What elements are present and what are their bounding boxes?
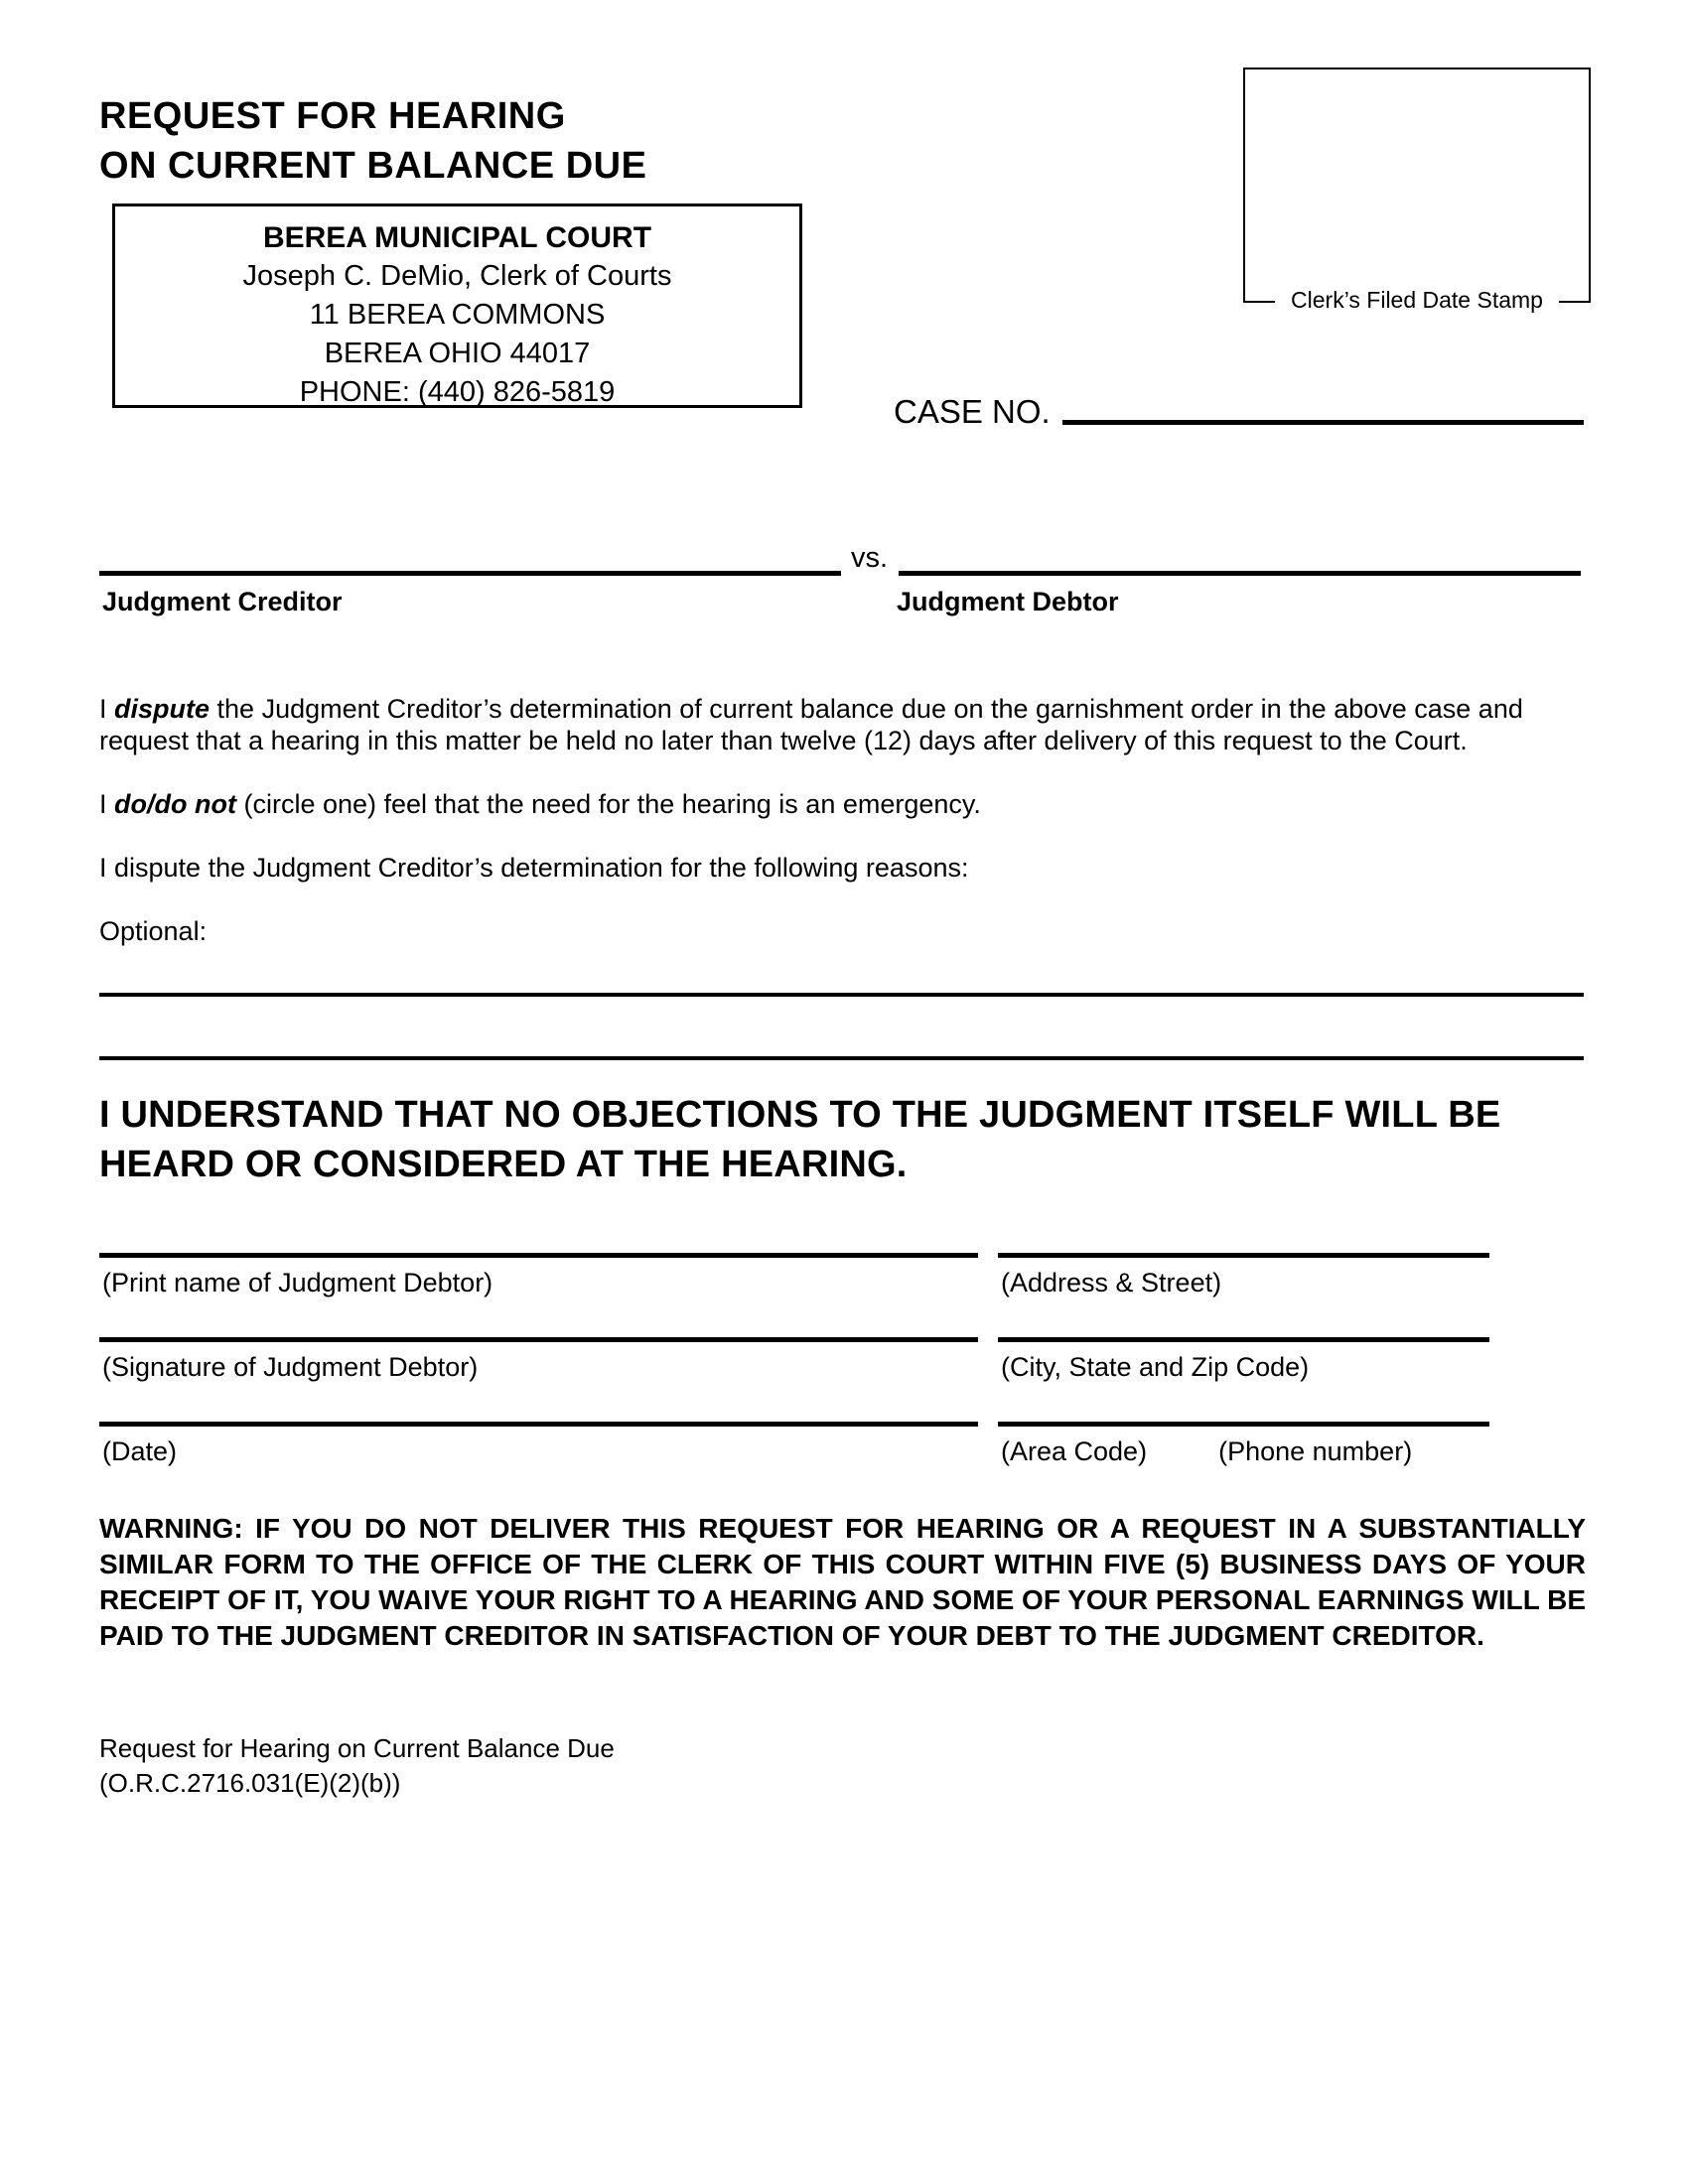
paragraph-reasons: I dispute the Judgment Creditor’s determination for the following reasons: bbox=[99, 853, 969, 883]
case-no-label: CASE NO. bbox=[894, 393, 1051, 430]
signature-blank-line[interactable] bbox=[99, 1337, 978, 1342]
reasons-blank-line-1[interactable] bbox=[99, 993, 1584, 997]
reasons-blank-line-2[interactable] bbox=[99, 1056, 1584, 1060]
judgment-debtor-blank-line[interactable] bbox=[899, 571, 1581, 576]
body-paragraphs bbox=[99, 693, 1589, 979]
paragraph-optional: Optional: bbox=[99, 916, 208, 946]
stamp-box-bottom-border-left bbox=[1243, 301, 1275, 303]
court-address-box bbox=[112, 204, 802, 408]
phone-blank-line[interactable] bbox=[998, 1422, 1489, 1427]
no-objections-notice-line2: HEARD OR CONSIDERED AT THE HEARING. bbox=[99, 1144, 908, 1185]
court-clerk: Joseph C. DeMio, Clerk of Courts bbox=[242, 260, 672, 292]
paragraph-emergency-rest: (circle one) feel that the need for the hearing is an emergency. bbox=[235, 789, 981, 819]
stamp-box-label: Clerk’s Filed Date Stamp bbox=[1291, 287, 1543, 313]
judgment-debtor-label: Judgment Debtor bbox=[897, 587, 1119, 616]
area-code-phone-labels bbox=[1001, 1436, 1412, 1467]
paragraph-dispute-pre: I bbox=[99, 694, 115, 724]
footer-form-name: Request for Hearing on Current Balance Due bbox=[99, 1733, 615, 1763]
form-title-line1: REQUEST FOR HEARING bbox=[99, 95, 566, 137]
city-state-zip-label: (City, State and Zip Code) bbox=[1001, 1352, 1310, 1382]
court-name: BEREA MUNICIPAL COURT bbox=[262, 221, 652, 254]
court-phone: PHONE: (440) 826-5819 bbox=[299, 376, 616, 408]
city-state-zip-blank-line[interactable] bbox=[998, 1337, 1489, 1342]
print-name-blank-line[interactable] bbox=[99, 1253, 978, 1258]
stamp-box-bottom-border-right bbox=[1559, 301, 1591, 303]
paragraph-emergency-pre: I bbox=[99, 789, 115, 819]
print-name-label: (Print name of Judgment Debtor) bbox=[102, 1268, 493, 1297]
paragraph-dispute-rest: the Judgment Creditor’s determination of current balance due on the garnishment order in the above case and request that a hearing in this matter be held no later than twelve (12) days after delivery of this request to the Court. bbox=[99, 694, 1523, 755]
date-label: (Date) bbox=[102, 1436, 178, 1466]
form-title bbox=[99, 91, 646, 191]
clerks-filed-date-stamp-box bbox=[1243, 68, 1591, 313]
warning-paragraph: WARNING: IF YOU DO NOT DELIVER THIS REQUEST FOR HEARING OR A REQUEST IN A SUBSTANTIALLY SIMILAR FORM TO THE OFFICE OF THE CLERK OF THIS COURT WITHIN FIVE (5) BUSINESS DAYS OF YOUR RECEIPT OF IT, YOU WAIVE YOUR RIGHT TO A HEARING AND SOME OF YOUR PERSONAL EARNINGS WILL BE PAID TO THE JUDGMENT CREDITOR IN SATISFACTION OF YOUR DEBT TO THE JUDGMENT CREDITOR. bbox=[99, 1513, 1586, 1651]
date-blank-line[interactable] bbox=[99, 1422, 978, 1427]
judgment-creditor-blank-line[interactable] bbox=[99, 571, 841, 576]
judgment-creditor-label: Judgment Creditor bbox=[102, 587, 343, 616]
court-address-line2: BEREA OHIO 44017 bbox=[324, 338, 591, 369]
form-title-line2: ON CURRENT BALANCE DUE bbox=[99, 145, 647, 187]
dispute-emphasis: dispute bbox=[114, 694, 211, 724]
vs-label: vs. bbox=[851, 542, 889, 574]
address-blank-line[interactable] bbox=[998, 1253, 1489, 1258]
court-address-line1: 11 BEREA COMMONS bbox=[309, 299, 606, 331]
footer-orc-citation: (O.R.C.2716.031(E)(2)(b)) bbox=[99, 1768, 401, 1798]
address-label: (Address & Street) bbox=[1001, 1268, 1222, 1297]
signature-label: (Signature of Judgment Debtor) bbox=[102, 1352, 479, 1382]
phone-number-label: (Phone number) bbox=[1218, 1436, 1413, 1466]
no-objections-notice-line1: I UNDERSTAND THAT NO OBJECTIONS TO THE JUDGMENT ITSELF WILL BE bbox=[99, 1094, 1501, 1136]
do-do-not-choice[interactable]: do/do not bbox=[114, 789, 236, 819]
form-footer bbox=[99, 1731, 615, 1801]
area-code-label: (Area Code) bbox=[1001, 1436, 1148, 1466]
paragraph-emergency bbox=[99, 788, 1589, 820]
case-no-blank-line[interactable] bbox=[1062, 420, 1584, 425]
no-objections-notice bbox=[99, 1090, 1500, 1189]
paragraph-dispute bbox=[99, 693, 1589, 756]
